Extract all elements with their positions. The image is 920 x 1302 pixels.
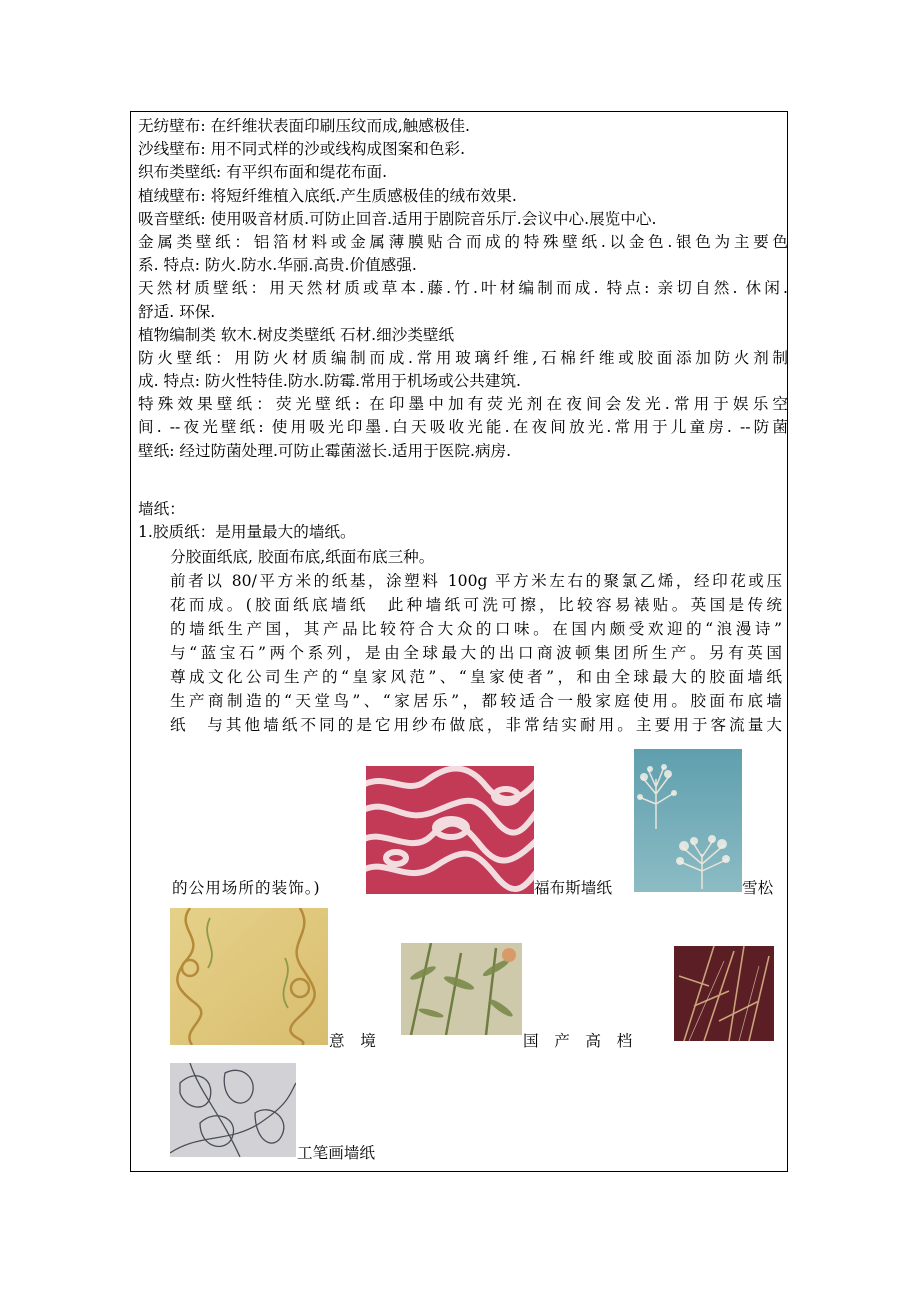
text-line: 无纺壁布: 在纤维状表面印刷压纹而成,触感极佳. [138, 117, 470, 135]
text-line: 织布类壁纸: 有平织布面和缇花布面. [138, 163, 388, 182]
text-line: 壁纸: 经过防菌处理.可防止霉菌滋长.适用于医院.病房. [138, 441, 512, 460]
section-heading: 墙纸： [138, 500, 185, 518]
text-line: 成. 特点: 防火性特佳.防水.防霉.常用于机场或公共建筑. [138, 372, 522, 391]
text-line: 间. --夜光壁纸: 使用吸光印墨.白天吸收光能.在夜间放光.常用于儿童房. --防菌 [138, 418, 788, 437]
text-line: 天然材质壁纸：用天然材质或草本.藤.竹.叶材编制而成. 特点: 亲切自然. 休闲. [138, 279, 788, 298]
wallpaper-reed-image [674, 946, 774, 1041]
text-line: 舒适. 环保. [138, 302, 216, 321]
text-line: 纸 与其他墙纸不同的是它用纱布做底，非常结实耐用。主要用于客流量大 [170, 716, 782, 734]
wallcovering-types-block [138, 115, 788, 463]
text-line: 植绒壁布: 将短纤维植入底纸.产生质感极佳的绒布效果. [138, 186, 517, 205]
text-line: 吸音壁纸: 使用吸音材质.可防止回音.适用于剧院音乐厅.会议中心.展览中心. [138, 209, 657, 228]
wallpaper-bamboo-image [401, 943, 522, 1035]
text-line: 前者以 80/平方米的纸基，涂塑料 100g 平方米左右的聚氯乙烯，经印花或压 [170, 572, 782, 590]
text-line: 与“蓝宝石”两个系列，是由全球最大的出口商波顿集团所生产。另有英国 [170, 644, 782, 662]
text-line: 花而成。(胶面纸底墙纸 此种墙纸可洗可擦，比较容易裱贴。英国是传统 [170, 596, 782, 614]
caption-gongbi: 工笔画墙纸 [297, 1144, 375, 1162]
wallpaper-snow-pine-image [634, 749, 742, 892]
caption-fubusi: 福布斯墙纸 [534, 879, 612, 897]
text-line: 沙线壁布: 用不同式样的沙或线构成图案和色彩. [138, 140, 466, 159]
caption-xuesong: 雪松 [742, 879, 774, 897]
text-line: 系. 特点: 防火.防水.华丽.高贵.价值感强. [138, 256, 417, 275]
text-line: 特殊效果壁纸：荧光壁纸: 在印墨中加有荧光剂在夜间会发光.常用于娱乐空 [138, 395, 788, 414]
wallpaper-heading-block [138, 498, 788, 544]
wallpaper-line-drawing-image [170, 1063, 296, 1157]
text-line: 生产商制造的“天堂鸟”、“家居乐”，都较适合一般家庭使用。胶面布底墙 [170, 692, 782, 710]
vinyl-paper-paragraph [170, 545, 782, 737]
text-line: 分胶面纸底, 胶面布底,纸面布底三种。 [170, 548, 435, 566]
text-line: 的墙纸生产国，其产品比较符合大众的口味。在国内颇受欢迎的“浪漫诗” [170, 620, 782, 638]
wallpaper-cream-vine-image [170, 908, 328, 1045]
text-line: 尊成文化公司生产的“皇家风范”、“皇家使者”，和由全球最大的胶面墙纸 [170, 668, 782, 686]
paragraph-tail: 的公用场所的装饰。) [172, 879, 321, 897]
text-line: 植物编制类 软木.树皮类壁纸 石材.细沙类壁纸 [138, 325, 455, 344]
text-line: 金属类壁纸：铝箔材料或金属薄膜贴合而成的特殊壁纸.以金色.银色为主要色 [138, 232, 788, 251]
subsection-heading: 1.胶质纸：是用量最大的墙纸。 [138, 523, 356, 542]
caption-yijing: 意 境 [329, 1032, 376, 1050]
text-line: 防火壁纸：用防火材质编制而成.常用玻璃纤维,石棉纤维或胶面添加防火剂制 [138, 348, 788, 367]
wallpaper-swirl-image [366, 766, 534, 894]
caption-guochan: 国 产 高 档 [523, 1032, 633, 1050]
